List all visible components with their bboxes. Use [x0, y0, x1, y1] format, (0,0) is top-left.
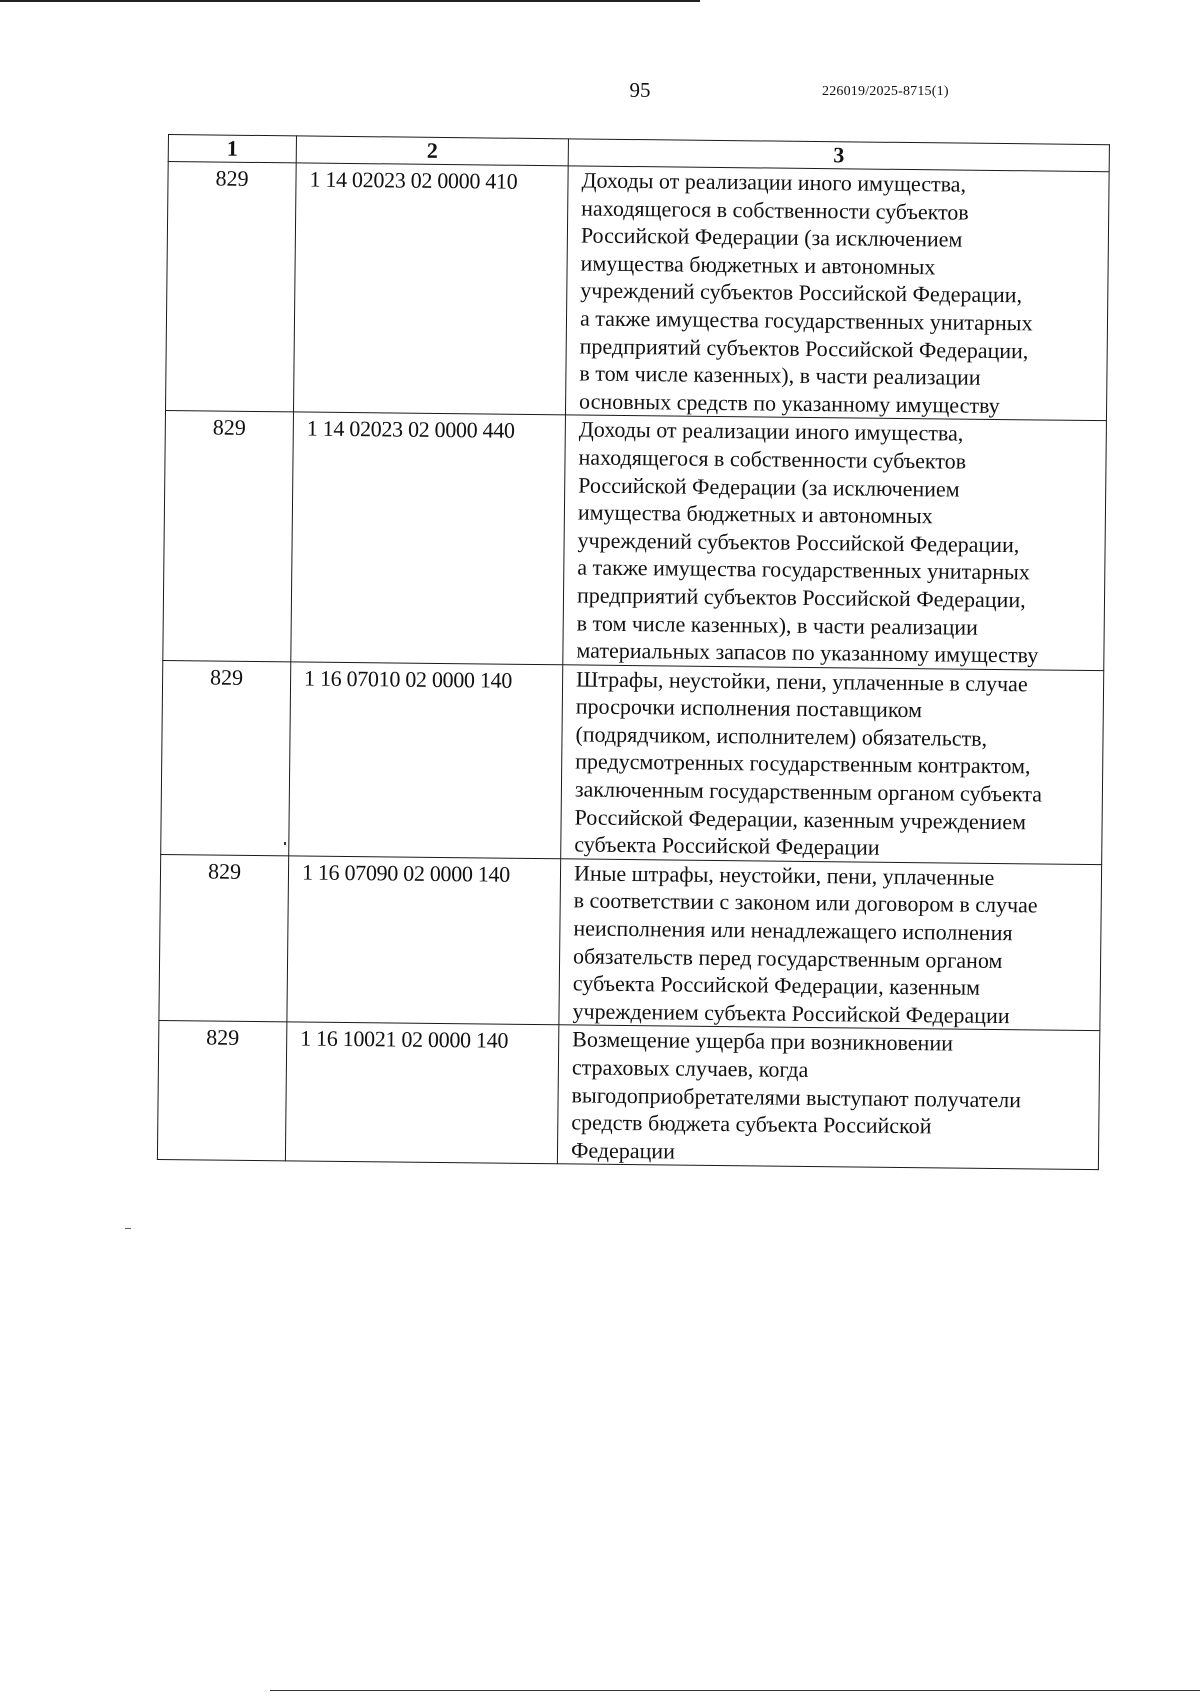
revenue-description-cell: Возмещение ущерба при возникновении страховых случаев, когда выгодоприобретателями выступают получатели средств бюджета субъекта Российской Федерации [557, 1025, 1099, 1170]
admin-code-cell: 829 [159, 854, 289, 1022]
column-header-3: 3 [568, 139, 1109, 172]
scan-edge-bottom [270, 1690, 1200, 1691]
document-id: 226019/2025-8715(1) [822, 84, 949, 99]
admin-code-cell: 829 [157, 1021, 286, 1161]
scan-edge-top [0, 0, 700, 2]
table-row [157, 1021, 1099, 1170]
revenue-description-cell: Штрафы, неустойки, пени, уплаченные в случае просрочки исполнения поставщиком (подрядчиком, исполнителем) обязательств, предусмотренных государственным контрактом, заключенным государственным органом субъекта Российской Федерации, казенным учреждением субъекта Российской Федерации [561, 664, 1104, 864]
admin-code-cell: 829 [161, 660, 291, 856]
revenue-code-cell: 1 14 02023 02 0000 410 [293, 163, 568, 415]
revenue-code-cell: 1 14 02023 02 0000 440 [291, 412, 566, 664]
revenue-code-cell: 1 16 07090 02 0000 140 [287, 856, 561, 1025]
page-number: 95 [629, 78, 651, 102]
table-row [161, 660, 1104, 864]
admin-code-cell: 829 [163, 411, 294, 662]
column-header-1: 1 [168, 135, 296, 163]
revenue-description-cell: Иные штрафы, неустойки, пени, уплаченные в соответствии с законом или договором в случае неисполнения или ненадлежащего исполнения обязательств перед государственным органом субъекта Российской Федерации, казенным учреждением субъекта Российской Федерации [559, 859, 1102, 1031]
revenue-description-cell: Доходы от реализации иного имущества, находящегося в собственности субъектов Российской Федерации (за исключением имущества бюджетных и автономных учреждений субъектов Российской Федерации, а также имущества государственных унитарных предприятий субъектов Российской Федерации, в том числе казенных), в части реализации материальных запасов по указанному имуществу [563, 415, 1107, 670]
column-header-2: 2 [296, 136, 568, 166]
scan-speck [125, 1228, 131, 1229]
table-row [166, 162, 1110, 422]
table-row [163, 411, 1107, 671]
admin-code-cell: 829 [166, 162, 297, 413]
scan-speck [284, 842, 286, 845]
revenue-code-cell: 1 16 07010 02 0000 140 [289, 662, 563, 859]
revenue-description-cell: Доходы от реализации иного имущества, находящегося в собственности субъектов Российской Федерации (за исключением имущества бюджетных и автономных учреждений субъектов Российской Федерации, а также имущества государственных унитарных предприятий субъектов Российской Федерации, в том числе казенных), в части реализации основных средств по указанному имуществу [565, 166, 1109, 421]
table-row [159, 854, 1102, 1031]
revenue-code-cell: 1 16 10021 02 0000 140 [285, 1022, 558, 1164]
budget-code-table [157, 134, 1110, 1171]
